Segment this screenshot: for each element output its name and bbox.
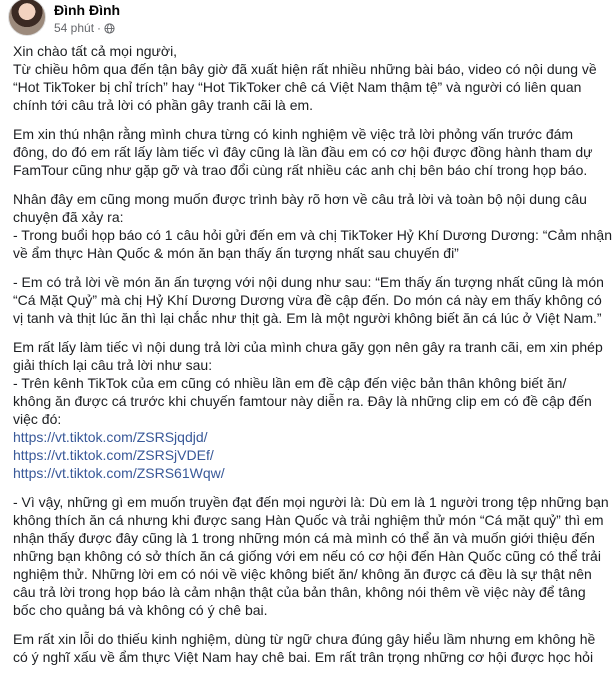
- text-line: - Vì vậy, những gì em muốn truyền đạt đến mọi người là: Dù em là 1 người trong tệp những bạn: [13, 494, 609, 510]
- text-line: Em rất xin lỗi do thiếu kinh nghiệm, dùng từ ngữ chưa đúng gây hiểu lầm nhưng em không hề: [13, 631, 596, 647]
- text-line: đông, do đó em rất lấy làm tiếc vì đây cũng là lần đầu em có cơ hội được đồng hành tham dự: [13, 144, 593, 160]
- text-line: FamTour cũng như gặp gỡ và trao đổi cùng rất nhiều các anh chị bên báo chí trong họp báo.: [13, 162, 588, 178]
- text-line: - Em có trả lời về món ăn ấn tượng với nội dung như sau: “Em thấy ấn tượng nhất cũng là món: [13, 274, 604, 290]
- tiktok-link[interactable]: https://vt.tiktok.com/ZSRSjqdjd/: [13, 429, 208, 445]
- text-line: “Hot TikToker bị chỉ trích” hay “Hot TikToker chê cá Việt Nam thậm tệ” và người có liên quan: [13, 79, 582, 95]
- text-line: Em rất lấy làm tiếc vì nội dung trả lời của mình chưa gãy gọn nên gây ra tranh cãi, em xin phép: [13, 339, 603, 355]
- text-line: Nhân đây em cũng mong muốn được trình bày rõ hơn về câu trả lời và toàn bộ nội dung câu: [13, 191, 587, 207]
- text-line: Xin chào tất cả mọi người,: [13, 43, 178, 59]
- text-line: Từ chiều hôm qua đến tận bây giờ đã xuất hiện rất nhiều những bài báo, video có nội dung về: [13, 61, 597, 77]
- text-line: không ăn được cá trước khi chuyến famtour này diễn ra. Đây là những clip em có đề cập đến: [13, 393, 592, 409]
- text-line: - Trên kênh TikTok của em cũng có nhiều lần em đề cập đến việc bản thân không biết ăn/: [13, 375, 567, 391]
- post-paragraph: [13, 630, 603, 666]
- text-line: nhận thấy được đây cũng là 1 trong những món cá mà mình có thể ăn và muốn giới thiệu đến: [13, 530, 595, 546]
- post-paragraph: [13, 338, 603, 482]
- avatar[interactable]: [8, 0, 46, 36]
- post-paragraph: [13, 42, 603, 114]
- text-line: “Cá Mặt Quỷ” mà chị Hỷ Khí Dương Dương vừa đề cập đến. Do món cá này em thấy không có: [13, 292, 602, 308]
- post-body: [13, 42, 612, 677]
- text-line: câu trả lời trong họp báo là cảm nhận thật của bản thân, không nói thêm về việc này để tâng: [13, 584, 586, 600]
- post-paragraph: [13, 190, 612, 262]
- text-line: chính tới câu trả lời có phần gây tranh cãi là em.: [13, 97, 314, 113]
- text-line: có ý nghĩ xấu về ẩm thực Việt Nam hay chê bai. Em rất trân trọng những cơ hội được học hỏi: [13, 649, 594, 665]
- text-line: những bạn không có sở thích ăn cá giống với em nếu có cơ hội đến Hàn Quốc cũng có thể trải: [13, 548, 601, 564]
- post-header: [0, 0, 612, 44]
- text-line: việc đó:: [13, 411, 62, 427]
- text-line: - Trong buổi họp báo có 1 câu hỏi gửi đến em và chị TikToker Hỷ Khí Dương Dương: “Cảm nhận: [13, 227, 612, 243]
- tiktok-link[interactable]: https://vt.tiktok.com/ZSRSjVDEf/: [13, 447, 214, 463]
- text-line: về ẩm thực Hàn Quốc & món ăn bạn thấy ấn tượng nhất sau chuyến đi”: [13, 245, 459, 261]
- tiktok-link[interactable]: https://vt.tiktok.com/ZSRS61Wqw/: [13, 465, 225, 481]
- globe-icon: [104, 23, 115, 34]
- post-paragraph: [13, 493, 609, 619]
- meta-separator: ·: [97, 21, 102, 35]
- text-line: bốc cho quảng bá và không có ý chê bai.: [13, 602, 268, 618]
- post-paragraph: [13, 125, 603, 179]
- text-line: vị tanh và thịt lúc ăn thì lại chắc như thịt gà. Em là một người không biết ăn cá lúc ở Việt Nam.”: [13, 310, 602, 326]
- text-line: giải thích lại câu trả lời như sau:: [13, 357, 213, 373]
- text-line: nghiệm thử. Những lời em có nói về việc không biết ăn/ không ăn được cá đều là sự thật nên: [13, 566, 592, 582]
- text-line: Em xin thú nhận rằng mình chưa từng có kinh nghiệm về việc trả lời phỏng vấn trước đám: [13, 126, 574, 142]
- post-paragraph: [13, 273, 603, 327]
- text-line: không thích ăn cá nhưng khi được sang Hàn Quốc và trải nghiệm thử món “Cá mặt quỷ” thì em: [13, 512, 604, 528]
- author-name[interactable]: Đình Đình: [54, 2, 121, 18]
- post-time[interactable]: 54 phút: [54, 21, 95, 35]
- text-line: chuyện đã xảy ra:: [13, 209, 124, 225]
- post-meta: [54, 21, 115, 35]
